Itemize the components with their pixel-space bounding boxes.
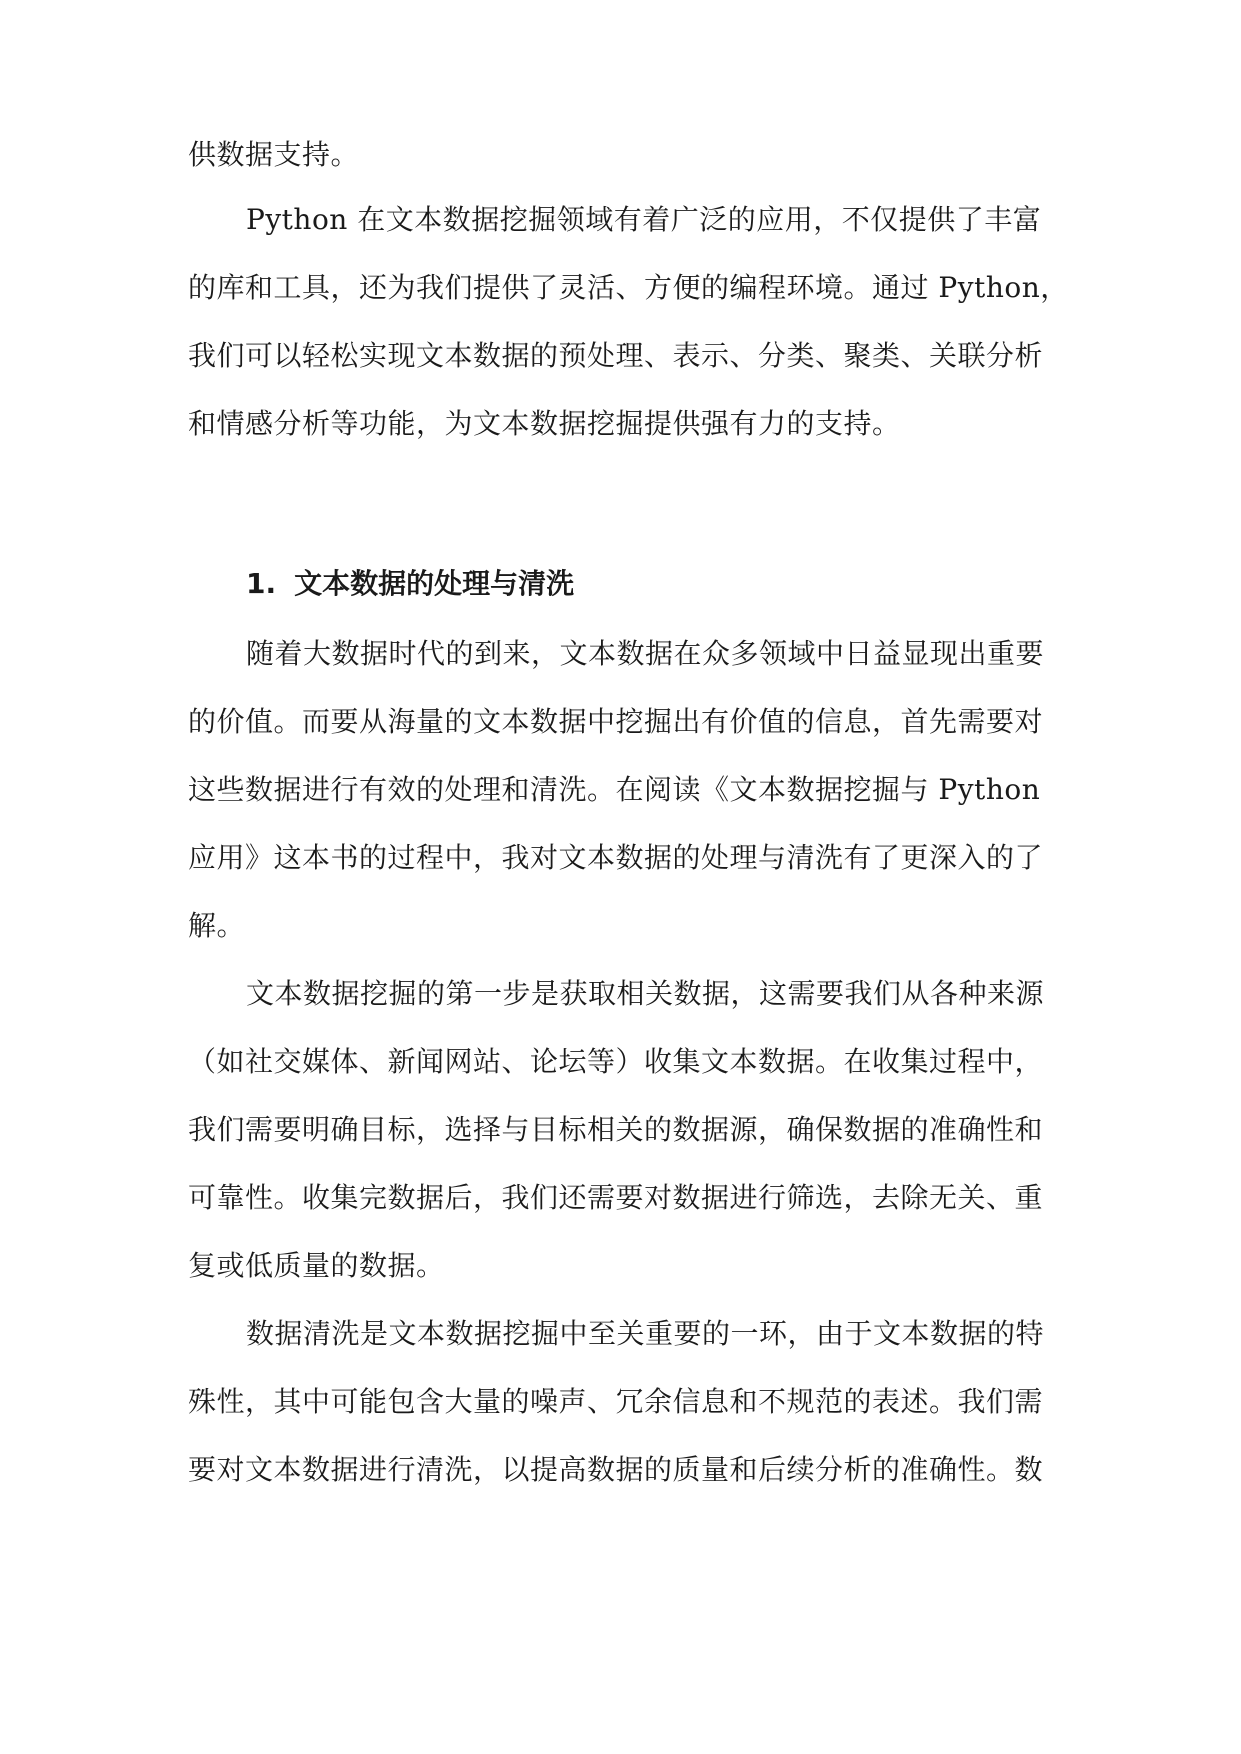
paragraph-line: Python 在文本数据挖掘领域有着广泛的应用，不仅提供了丰富 bbox=[246, 203, 1042, 236]
paragraph-line: 的价值。而要从海量的文本数据中挖掘出有价值的信息，首先需要对 bbox=[188, 705, 1044, 738]
paragraph-line: 供数据支持。 bbox=[188, 138, 360, 171]
paragraph-line: 我们需要明确目标，选择与目标相关的数据源，确保数据的准确性和 bbox=[188, 1113, 1044, 1146]
paragraph-line: 随着大数据时代的到来，文本数据在众多领域中日益显现出重要 bbox=[246, 637, 1045, 670]
paragraph-line: 殊性，其中可能包含大量的噪声、冗余信息和不规范的表述。我们需 bbox=[188, 1385, 1044, 1418]
section-number: 1. bbox=[246, 567, 277, 600]
paragraph-line: 数据清洗是文本数据挖掘中至关重要的一环，由于文本数据的特 bbox=[246, 1317, 1045, 1350]
paragraph-line: 的库和工具，还为我们提供了灵活、方便的编程环境。通过 Python， bbox=[188, 271, 1069, 304]
section-heading bbox=[246, 564, 574, 604]
paragraph-line: 这些数据进行有效的处理和清洗。在阅读《文本数据挖掘与 Python bbox=[188, 773, 1041, 806]
paragraph-line: 我们可以轻松实现文本数据的预处理、表示、分类、聚类、关联分析 bbox=[188, 339, 1044, 372]
paragraph-line: 文本数据挖掘的第一步是获取相关数据，这需要我们从各种来源 bbox=[246, 977, 1045, 1010]
paragraph-line: 可靠性。收集完数据后，我们还需要对数据进行筛选，去除无关、重 bbox=[188, 1181, 1044, 1214]
paragraph-line: （如社交媒体、新闻网站、论坛等）收集文本数据。在收集过程中， bbox=[188, 1045, 1044, 1078]
paragraph-line: 要对文本数据进行清洗，以提高数据的质量和后续分析的准确性。数 bbox=[188, 1453, 1044, 1486]
paragraph-line: 复或低质量的数据。 bbox=[188, 1249, 445, 1282]
paragraph-line: 和情感分析等功能，为文本数据挖掘提供强有力的支持。 bbox=[188, 407, 901, 440]
section-title: 文本数据的处理与清洗 bbox=[294, 567, 575, 600]
paragraph-line: 解。 bbox=[188, 909, 246, 942]
paragraph-line: 应用》这本书的过程中，我对文本数据的处理与清洗有了更深入的了 bbox=[188, 841, 1044, 874]
